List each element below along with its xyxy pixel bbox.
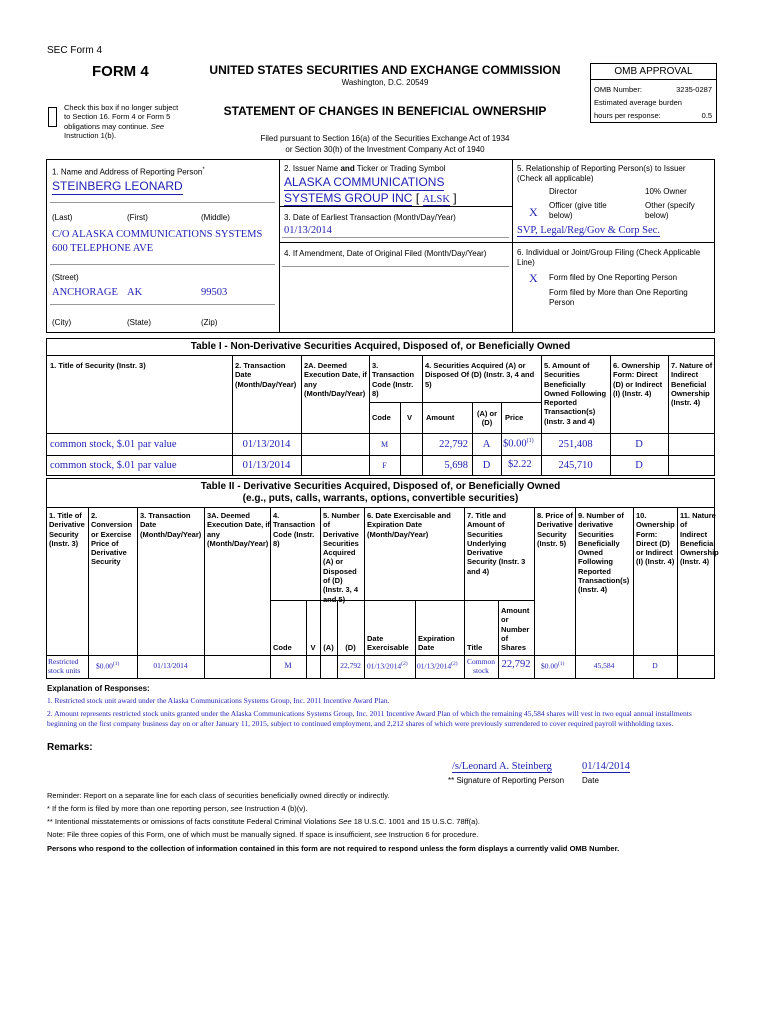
table1-title: Table I - Non-Derivative Securities Acquired, Disposed of, or Beneficially Owned <box>190 341 571 352</box>
t2-h3a: 3A. Deemed Execution Date, if any (Month/Day/Year) <box>207 511 270 548</box>
t1-row2-price[interactable]: $2.22 <box>508 459 532 470</box>
divider <box>46 655 715 656</box>
middle-label: (Middle) <box>201 213 230 222</box>
ticker-close: ] <box>453 191 457 205</box>
amendment-underline <box>282 266 509 267</box>
t1-h7: 7. Nature of Indirect Beneficial Ownership (Instr. 4) <box>671 361 713 408</box>
reporting-person-label <box>52 165 205 178</box>
t1-row2-date[interactable]: 01/13/2014 <box>242 460 291 471</box>
divider <box>633 507 634 679</box>
t2-h8: 8. Price of Derivative Security (Instr. 5) <box>537 511 573 548</box>
footnote-2: 2. Amount represents restricted stock units granted under the Alaska Communications Systems Group, Inc. 2011 Incentive Award Plan of which the remaining 45,584 shares will vest in two equal annual installments beginning on the first company business day on or after January 11, 2015, subject to continued employment, and 2,212 shares of which were previously surrendered to cover required payroll withholding taxes. <box>47 709 692 728</box>
omb-number: 3235-0287 <box>676 85 712 94</box>
footer-note-a <box>47 804 308 813</box>
footer-note-b1: ** Intentional misstatements or omissions of facts constitute Federal Criminal Violations <box>47 817 337 826</box>
omb-approval-title: OMB APPROVAL <box>591 64 716 80</box>
divider <box>137 507 138 679</box>
footer-see-1: see <box>230 804 243 813</box>
city-value[interactable]: ANCHORAGE <box>52 287 118 298</box>
form-title: FORM 4 <box>92 63 149 80</box>
t2-row-d[interactable]: 22,792 <box>340 661 361 670</box>
t2-expiration: Expiration Date <box>418 634 455 653</box>
officer-checkmark[interactable]: X <box>529 205 538 219</box>
officer-title[interactable]: SVP, Legal/Reg/Gov & Corp Sec. <box>517 225 660 236</box>
divider <box>668 355 669 476</box>
divider <box>369 402 541 403</box>
t1-h2: 2. Transaction Date (Month/Day/Year) <box>235 361 297 389</box>
divider <box>279 242 512 243</box>
t2-h9: 9. Number of derivative Securities Beneficially Owned Following Reported Transaction(s) (Instr. 4) <box>578 511 630 595</box>
t2-code: Code <box>273 643 292 652</box>
officer-option-line1[interactable]: Officer (give title <box>549 201 607 210</box>
reporting-person-label-text: 1. Name and Address of Reporting Person <box>52 167 203 177</box>
explanation-title: Explanation of Responses: <box>47 684 150 693</box>
omb-hours-label: hours per response: <box>594 111 661 120</box>
reminder: Reminder: Report on a separate line for each class of securities beneficially owned directly or indirectly. <box>47 791 390 800</box>
divider <box>232 355 233 476</box>
t2-row-price[interactable] <box>541 661 564 671</box>
address-line1[interactable]: C/O ALASKA COMMUNICATIONS SYSTEMS <box>52 229 263 240</box>
t2-row-exercisable[interactable] <box>367 661 408 671</box>
t2-h1: 1. Title of Derivative Security (Instr. 3) <box>49 511 85 548</box>
officer-option-line2: below) <box>549 211 573 220</box>
issuer-label-and: and <box>340 164 355 173</box>
t1-row1-date[interactable]: 01/13/2014 <box>242 439 291 450</box>
no-longer-subject-checkbox[interactable] <box>48 107 57 127</box>
statement-title: STATEMENT OF CHANGES IN BENEFICIAL OWNERSHIP <box>223 104 547 118</box>
t2-row-underlying-title[interactable]: Common stock <box>467 657 495 675</box>
t1-row1-owned[interactable]: 251,408 <box>558 439 593 450</box>
ticker-open: [ <box>415 191 420 205</box>
commission-location: Washington, D.C. 20549 <box>341 78 429 87</box>
signature-label: ** Signature of Reporting Person <box>448 776 565 785</box>
divider <box>270 600 534 601</box>
relationship-label1: 5. Relationship of Reporting Person(s) to Issuer <box>517 164 686 173</box>
other-option-line2: below) <box>645 211 669 220</box>
divider <box>501 402 502 476</box>
divider <box>369 355 370 476</box>
issuer-label <box>284 164 445 174</box>
divider <box>422 355 423 476</box>
divider <box>464 507 465 679</box>
issuer-line2: SYSTEMS GROUP INC <box>284 191 413 205</box>
divider <box>512 242 715 243</box>
t1-row2-title[interactable]: common stock, $.01 par value <box>50 460 177 471</box>
footer-note-b2: 18 U.S.C. 1001 and 15 U.S.C. 78ff(a). <box>353 817 480 826</box>
t2-h6: 6. Date Exercisable and Expiration Date (Month/Day/Year) <box>367 511 451 539</box>
footer-note-c1: Note: File three copies of this Form, one of which must be manually signed. If space is insufficient, <box>47 830 373 839</box>
t1-row2-ad[interactable]: D <box>482 460 491 471</box>
t1-row1-title[interactable]: common stock, $.01 par value <box>50 439 177 450</box>
t2-h11: 11. Nature of Indirect Beneficial Ownership (Instr. 4) <box>680 511 719 567</box>
divider <box>204 507 205 679</box>
filed-pursuant-line1: Filed pursuant to Section 16(a) of the Securities Exchange Act of 1934 <box>260 134 510 143</box>
t1-row2-amount[interactable]: 5,698 <box>444 460 468 471</box>
t2-a: (A) <box>323 643 334 652</box>
t2-amount-shares: Amount or Number of Shares <box>501 606 530 653</box>
divider <box>270 507 271 679</box>
t1-h5: 5. Amount of Securities Beneficially Owned Following Reported Transaction(s) (Instr. 3 and 4) <box>544 361 607 426</box>
divider <box>534 507 535 679</box>
asterisk: * <box>202 167 205 173</box>
t1-ad: (A) or (D) <box>477 409 497 428</box>
divider <box>610 355 611 476</box>
footer-note-b <box>47 817 480 826</box>
t1-code: Code <box>372 413 391 422</box>
t1-h2a: 2A. Deemed Execution Date, if any (Month/Day/Year) <box>304 361 367 398</box>
t1-row1-price-fn: (1) <box>526 438 534 444</box>
zip-value[interactable]: 99503 <box>201 287 228 298</box>
t1-row1-ad[interactable]: A <box>482 439 491 450</box>
divider <box>46 433 715 434</box>
t1-row2-form[interactable]: D <box>635 460 643 471</box>
omb-number-label: OMB Number: <box>594 85 642 94</box>
divider <box>415 600 416 679</box>
t2-h7: 7. Title and Amount of Securities Underlying Derivative Security (Instr. 3 and 4) <box>467 511 526 576</box>
t1-row1-price[interactable] <box>503 438 534 450</box>
t1-row1-price-value: $0.00 <box>503 438 527 450</box>
t2-h2: 2. Conversion or Exercise Price of Derivative Security <box>91 511 133 567</box>
checkbox-instructions <box>64 103 186 140</box>
divider <box>46 455 715 456</box>
t2-row-title[interactable]: Restricted stock units <box>48 657 81 675</box>
footer-note-a2: Instruction 4 (b)(v). <box>244 804 308 813</box>
t2-exercisable: Date Exercisable <box>367 634 409 653</box>
ticker-symbol[interactable]: ALSK <box>422 194 450 205</box>
t2-row-price-fn: (1) <box>557 661 565 667</box>
t2-h10: 10. Ownership Form: Direct (D) or Indirect (I) (Instr. 4) <box>636 511 675 567</box>
t2-row-form[interactable]: D <box>652 661 658 670</box>
t2-row-expiration-fn: (2) <box>451 661 458 667</box>
t1-row1-code[interactable]: M <box>380 440 389 449</box>
issuer-label-b: Ticker or Trading Symbol <box>356 164 446 173</box>
divider <box>320 507 321 679</box>
amendment-label: 4. If Amendment, Date of Original Filed (Month/Day/Year) <box>284 249 487 258</box>
state-label: (State) <box>127 318 152 327</box>
earliest-transaction-date[interactable]: 01/13/2014 <box>284 225 332 236</box>
filed-pursuant-line2: or Section 30(h) of the Investment Company Act of 1940 <box>285 145 485 154</box>
t1-row1-amount[interactable]: 22,792 <box>439 439 468 450</box>
omb-hours: 0.5 <box>701 111 712 120</box>
more-persons-option-line2: Person <box>549 298 575 307</box>
t2-row-date[interactable]: 01/13/2014 <box>153 661 188 670</box>
divider <box>512 159 513 333</box>
checkbox-instruction-ref: Instruction 1(b). <box>64 130 117 140</box>
table2-title2: (e.g., puts, calls, warrants, options, convertible securities) <box>242 493 519 504</box>
footer-see-2: See <box>338 817 352 826</box>
t2-row-expiration[interactable] <box>417 661 458 671</box>
t2-h5: 5. Number of Derivative Securities Acquired (A) or Disposed of (D) (Instr. 3, 4 and 5) <box>323 511 360 604</box>
earliest-transaction-label: 3. Date of Earliest Transaction (Month/Day/Year) <box>284 213 456 222</box>
divider <box>541 355 542 476</box>
sec-form-label: SEC Form 4 <box>47 45 103 56</box>
t2-d: (D) <box>345 643 356 652</box>
remarks-title: Remarks: <box>47 742 93 753</box>
issuer-label-a: 2. Issuer Name <box>284 164 339 173</box>
t1-h1: 1. Title of Security (Instr. 3) <box>50 361 146 370</box>
t2-row-price-value: $0.00 <box>541 661 558 671</box>
divider <box>306 600 307 679</box>
t1-row1-form[interactable]: D <box>635 439 643 450</box>
divider <box>46 355 715 356</box>
city-label: (City) <box>52 318 72 327</box>
relationship-label2: (Check all applicable) <box>517 174 594 183</box>
more-persons-option-line1[interactable]: Form filed by More than One Reporting <box>549 288 688 297</box>
t2-row-owned[interactable]: 45,584 <box>593 661 615 670</box>
t1-v: V <box>407 413 413 422</box>
filing-label2: Line) <box>517 258 535 267</box>
one-person-option[interactable]: Form filed by One Reporting Person <box>549 273 678 282</box>
t1-price: Price <box>505 413 524 422</box>
t2-h3: 3. Transaction Date (Month/Day/Year) <box>140 511 202 539</box>
signature-date[interactable]: 01/14/2014 <box>582 761 630 772</box>
first-label: (First) <box>127 213 148 222</box>
t2-row-conv-fn: (1) <box>112 661 120 667</box>
t2-row-conv-value: $0.00 <box>96 661 113 671</box>
footnote-1: 1. Restricted stock unit award under the Alaska Communications Systems Group, Inc. 2011 Incentive Award Plan. <box>47 696 390 705</box>
omb-notice: Persons who respond to the collection of information contained in this form are not required to respond unless the form displays a currently valid OMB Number. <box>47 844 620 853</box>
name-underline <box>50 202 275 203</box>
reporting-person-name[interactable]: STEINBERG LEONARD <box>52 179 183 193</box>
t2-row-exercisable-value: 01/13/2014 <box>367 661 402 671</box>
omb-approval-box <box>590 63 717 123</box>
ten-percent-owner-option[interactable]: 10% Owner <box>645 187 687 196</box>
date-label: Date <box>582 776 599 785</box>
date-underline <box>282 237 509 238</box>
divider <box>400 402 401 476</box>
t2-title: Title <box>467 643 483 652</box>
director-option[interactable]: Director <box>549 187 578 196</box>
one-person-checkmark[interactable]: X <box>529 271 538 285</box>
signature[interactable]: /s/Leonard A. Steinberg <box>452 761 552 772</box>
filing-label1: 6. Individual or Joint/Group Filing (Check Applicable <box>517 248 701 257</box>
divider <box>364 507 365 679</box>
other-option-line1[interactable]: Other (specify <box>645 201 695 210</box>
street-label: (Street) <box>52 273 79 282</box>
issuer-line1: ALASKA COMMUNICATIONS <box>284 175 445 189</box>
divider <box>279 159 280 333</box>
address-line2[interactable]: 600 TELEPHONE AVE <box>52 243 154 254</box>
table2-title1: Table II - Derivative Securities Acquired, Disposed of, or Beneficially Owned <box>200 481 561 492</box>
t1-h6: 6. Ownership Form: Direct (D) or Indirect (I) (Instr. 4) <box>613 361 663 398</box>
t2-row-expiration-value: 01/13/2014 <box>417 661 452 671</box>
divider <box>46 507 715 508</box>
address-underline <box>50 264 275 265</box>
divider <box>575 507 576 679</box>
t1-h4: 4. Securities Acquired (A) or Disposed Of (D) (Instr. 3, 4 and 5) <box>425 361 535 389</box>
city-underline <box>50 304 275 305</box>
checkbox-see: See <box>150 121 165 131</box>
checkbox-text: Check this box if no longer subject to Section 16. Form 4 or Form 5 obligations may continue. <box>64 103 179 131</box>
commission-title: UNITED STATES SECURITIES AND EXCHANGE COMMISSION <box>209 63 561 77</box>
state-value[interactable]: AK <box>127 287 143 298</box>
divider <box>88 507 89 679</box>
omb-burden-label: Estimated average burden <box>594 98 682 107</box>
t1-h3: 3. Transaction Code (Instr. 8) <box>372 361 415 398</box>
issuer-name[interactable] <box>284 175 457 207</box>
zip-label: (Zip) <box>201 318 218 327</box>
footer-note-c2: Instruction 6 for procedure. <box>388 830 479 839</box>
t2-h4: 4. Transaction Code (Instr. 8) <box>273 511 316 548</box>
t1-row2-owned[interactable]: 245,710 <box>558 460 593 471</box>
t2-row-conv[interactable] <box>96 661 119 671</box>
t1-row2-code[interactable]: F <box>382 461 387 470</box>
t2-row-code[interactable]: M <box>284 661 292 670</box>
footer-note-c <box>47 830 478 839</box>
divider <box>301 355 302 476</box>
footer-see-3: see <box>374 830 387 839</box>
t2-row-underlying-amount[interactable]: 22,792 <box>501 659 531 670</box>
last-label: (Last) <box>52 213 73 222</box>
footer-note-a1: * If the form is filed by more than one reporting person, <box>47 804 229 813</box>
t2-row-exercisable-fn: (2) <box>401 661 408 667</box>
t1-amount: Amount <box>426 413 455 422</box>
t2-v: V <box>310 643 316 652</box>
